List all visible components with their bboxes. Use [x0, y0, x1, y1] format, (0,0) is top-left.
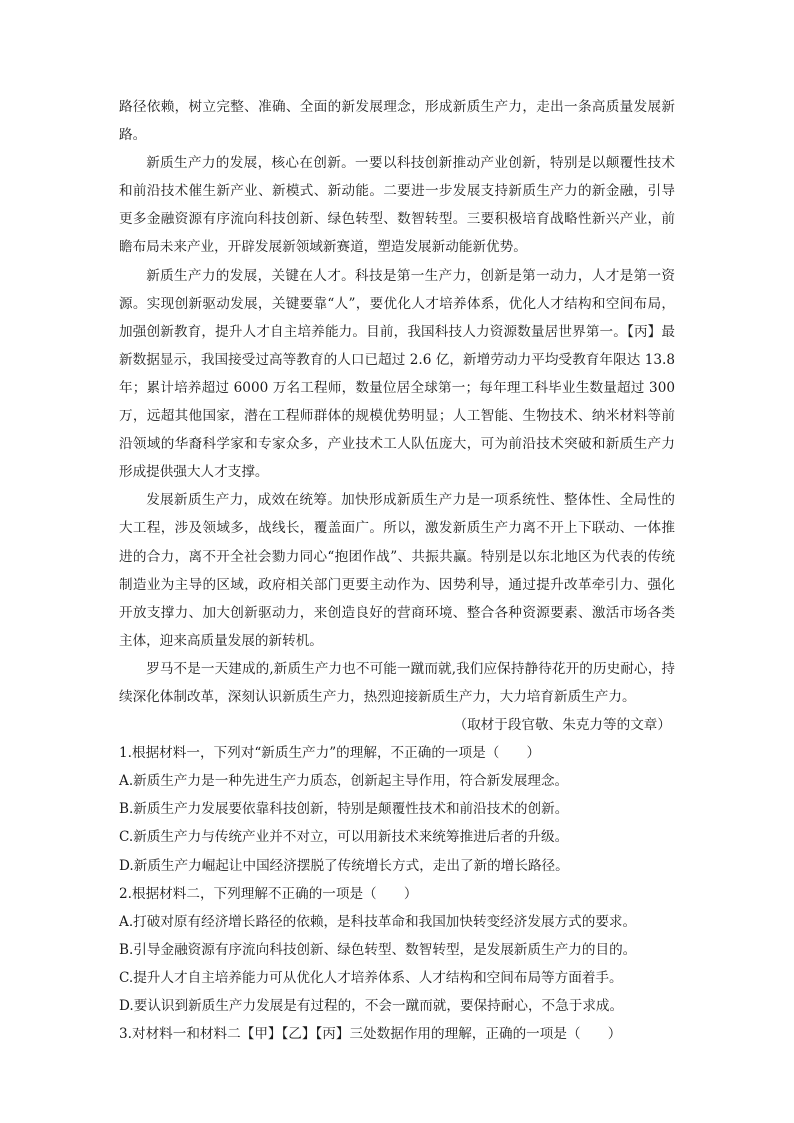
question-stem: 3.对材料一和材料二【甲】【乙】【丙】三处数据作用的理解，正确的一项是（ ）: [119, 1026, 622, 1043]
paragraph-innovation: 新质生产力的发展，核心在创新。一要以科技创新推动产业创新，特别是以颠覆性技术和前沿技术催生新产业、新模式、新动能。二要进一步发展支持新质生产力的新金融，引导更多金融资源有序流向科技创新、绿色转型、数智转型。三要积极培育战略性新兴产业，前瞻布局未来产业，开辟发展新领域新赛道，塑造发展新动能新优势。: [119, 155, 675, 256]
option-c: C.新质生产力与传统产业并不对立，可以用新技术来统筹推进后者的升级。: [119, 829, 569, 846]
paragraph-continuation: 路径依赖，树立完整、准确、全面的新发展理念，形成新质生产力，走出一条高质量发展新路。: [119, 99, 675, 144]
question-stem: 1.根据材料一，下列对“新质生产力”的理解，不正确的一项是（ ）: [119, 745, 541, 762]
paragraph-talent: 新质生产力的发展，关键在人才。科技是第一生产力，创新是第一动力，人才是第一资源。实现创新驱动发展，关键要靠“人”，要优化人才培养体系，优化人才结构和空间布局，加强创新教育，提升人才自主培养能力。目前，我国科技人力资源数量居世界第一。【丙】最新数据显示，我国接受过高等教育的人口已超过 2.6 亿，新增劳动力平均受教育年限达 13.8 年；累计培养超过 6000 万名工程师，数量位居全球第一；每年理工科毕业生数量超过 300 万，远超其他国家，潜在工程师群体的规模优势明显；人工智能、生物技术、纳米材料等前沿领域的华裔科学家和专家众多，产业技术工人队伍庞大，可为前沿技术突破和新质生产力形成提供强大人才支撑。: [119, 267, 675, 481]
document-body: [119, 93, 675, 1048]
question-3: [119, 1020, 675, 1048]
question-1: [119, 739, 675, 879]
option-a: A.打破对原有经济增长路径的依赖，是科技革命和我国加快转变经济发展方式的要求。: [119, 913, 637, 930]
option-c: C.提升人才自主培养能力可从优化人才培养体系、人才结构和空间布局等方面着手。: [119, 969, 623, 986]
question-stem: 2.根据材料二，下列理解不正确的一项是（ ）: [119, 885, 418, 902]
paragraph-conclusion: 罗马不是一天建成的,新质生产力也不可能一蹴而就,我们应保持静待花开的历史耐心，持续深化体制改革，深刻认识新质生产力，热烈迎接新质生产力，大力培育新质生产力。: [119, 660, 675, 705]
option-b: B.引导金融资源有序流向科技创新、绿色转型、数智转型，是发展新质生产力的目的。: [119, 941, 637, 958]
option-a: A.新质生产力是一种先进生产力质态，创新起主导作用，符合新发展理念。: [119, 773, 569, 790]
option-d: D.新质生产力崛起让中国经济摆脱了传统增长方式，走出了新的增长路径。: [119, 857, 569, 874]
option-d: D.要认识到新质生产力发展是有过程的，不会一蹴而就，要保持耐心，不急于求成。: [119, 998, 624, 1014]
source-attribution: （取材于段官敬、朱克力等的文章）: [453, 717, 671, 734]
paragraph-coordination: 发展新质生产力，成效在统筹。加快形成新质生产力是一项系统性、整体性、全局性的大工程，涉及领域多，战线长，覆盖面广。所以，激发新质生产力离不开上下联动、一体推进的合力，离不开全社会勠力同心“抱团作战”、共振共赢。特别是以东北地区为代表的传统制造业为主导的区域，政府相关部门更要主动作为、因势利导，通过提升改革牵引力、强化开放支撑力、加大创新驱动力，来创造良好的营商环境、整合各种资源要素、激活市场各类主体，迎来高质量发展的新转机。: [119, 492, 675, 649]
question-2: [119, 880, 675, 1020]
option-b: B.新质生产力发展要依靠科技创新，特别是颠覆性技术和前沿技术的创新。: [119, 801, 569, 818]
